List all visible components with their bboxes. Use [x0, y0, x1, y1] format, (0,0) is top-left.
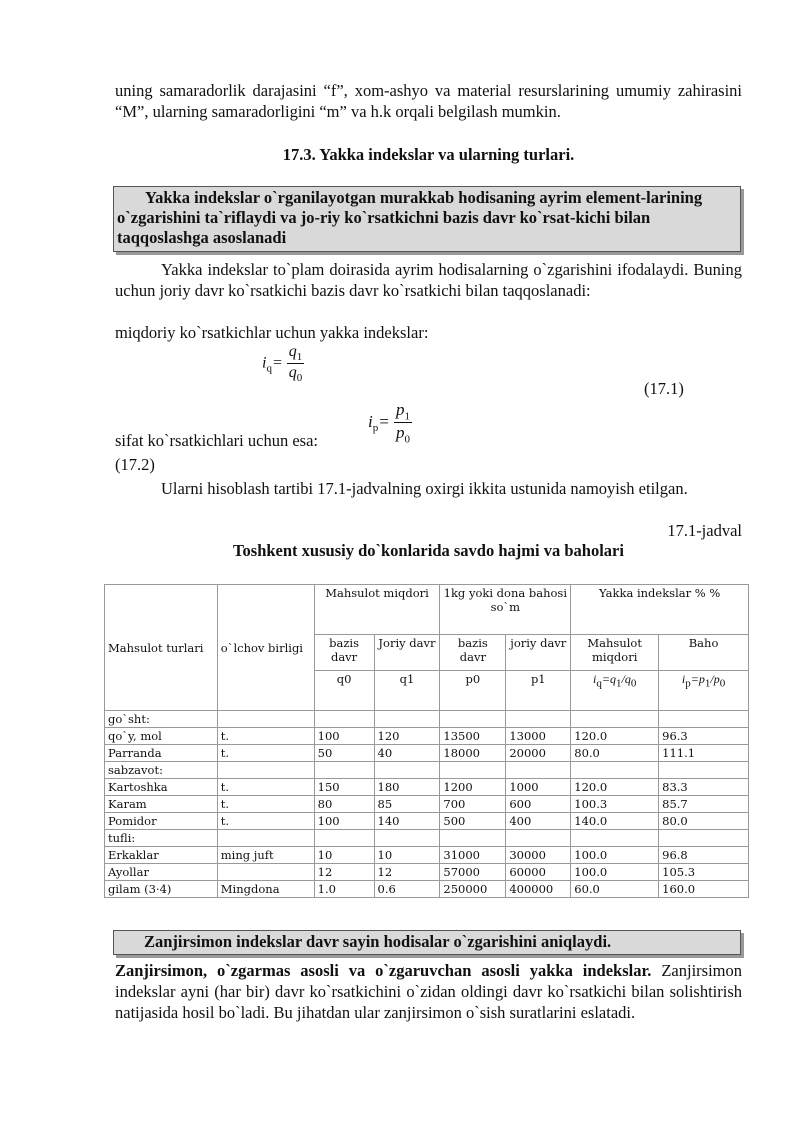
cell-ip: 85.7 [659, 796, 749, 813]
table-row [105, 711, 749, 728]
intro-paragraph: uning samaradorlik darajasini “f”, xom-ashyo va material resurslarining umumiy zahirasini “M”, ularning samaradorligini “m” va h.k orqali belgilash mumkin. [115, 81, 742, 121]
cell-p1: 30000 [506, 847, 571, 864]
symbol-p0: p0 [440, 671, 506, 711]
cell-q1: 120 [374, 728, 440, 745]
cell-iq: 120.0 [571, 779, 659, 796]
cell-unit: t. [217, 796, 314, 813]
formula2-num: p [395, 400, 405, 419]
cell-q1: 12 [374, 864, 440, 881]
header-quantity: Mahsulot miqdori [314, 585, 440, 635]
formula1-lhs-sub: q [266, 362, 272, 375]
paragraph-2: miqdoriy ko`rsatkichlar uchun yakka indekslar: [115, 323, 429, 342]
cell-q0 [314, 830, 374, 847]
cell-q1: 0.6 [374, 881, 440, 898]
cell-p0 [440, 830, 506, 847]
cell-iq: 100.3 [571, 796, 659, 813]
cell-name: Erkaklar [105, 847, 218, 864]
cell-ip: 96.8 [659, 847, 749, 864]
cell-p1: 13000 [506, 728, 571, 745]
header-unit: o`lchov birligi [217, 585, 314, 711]
formula2-number: (17.2) [115, 455, 155, 474]
cell-p0: 31000 [440, 847, 506, 864]
table-row [105, 762, 749, 779]
formula2-lhs-sub: p [372, 422, 379, 435]
cell-unit: t. [217, 813, 314, 830]
cell-unit [217, 830, 314, 847]
cell-q1: 85 [374, 796, 440, 813]
cell-p0: 250000 [440, 881, 506, 898]
cell-q1 [374, 830, 440, 847]
formula-iq-cell: iq=q1/q0 [571, 671, 659, 711]
cell-unit: t. [217, 728, 314, 745]
cell-iq [571, 711, 659, 728]
header-current-price: joriy davr [506, 635, 571, 671]
cell-p1: 400000 [506, 881, 571, 898]
formula1-den: q [288, 364, 297, 382]
cell-name: sabzavot: [105, 762, 218, 779]
formula1-num: q [288, 343, 297, 360]
cell-name: Karam [105, 796, 218, 813]
paragraph-5 [115, 960, 742, 1023]
symbol-p1: p1 [506, 671, 571, 711]
cell-q1 [374, 762, 440, 779]
table-label: 17.1-jadval [667, 521, 742, 540]
cell-unit: Mingdona [217, 881, 314, 898]
cell-p0: 1200 [440, 779, 506, 796]
header-base-price: bazis davr [440, 635, 506, 671]
cell-p0: 700 [440, 796, 506, 813]
cell-q0: 1.0 [314, 881, 374, 898]
cell-q1: 10 [374, 847, 440, 864]
cell-p0: 18000 [440, 745, 506, 762]
cell-q0: 12 [314, 864, 374, 881]
cell-unit [217, 762, 314, 779]
cell-p1: 400 [506, 813, 571, 830]
cell-name: Kartoshka [105, 779, 218, 796]
cell-ip: 111.1 [659, 745, 749, 762]
cell-ip: 105.3 [659, 864, 749, 881]
cell-iq [571, 762, 659, 779]
cell-unit: t. [217, 779, 314, 796]
header-current-qty: Joriy davr [374, 635, 440, 671]
cell-p0: 500 [440, 813, 506, 830]
cell-iq: 100.0 [571, 847, 659, 864]
cell-p0: 13500 [440, 728, 506, 745]
cell-iq: 60.0 [571, 881, 659, 898]
sales-table [104, 584, 749, 898]
header-base-qty: bazis davr [314, 635, 374, 671]
cell-iq: 100.0 [571, 864, 659, 881]
header-index: Yakka indekslar % % [571, 585, 749, 635]
table-title: Toshkent xususiy do`konlarida savdo hajmi va baholari [233, 541, 624, 560]
cell-q0 [314, 762, 374, 779]
cell-ip: 160.0 [659, 881, 749, 898]
table-row [105, 864, 749, 881]
cell-p1: 1000 [506, 779, 571, 796]
cell-q0: 50 [314, 745, 374, 762]
cell-ip: 83.3 [659, 779, 749, 796]
cell-q0: 150 [314, 779, 374, 796]
cell-ip [659, 830, 749, 847]
formula1-lhs: i [262, 354, 267, 372]
cell-q1: 40 [374, 745, 440, 762]
cell-q0: 10 [314, 847, 374, 864]
cell-unit [217, 864, 314, 881]
cell-p0: 57000 [440, 864, 506, 881]
formula1-den-sub: 0 [296, 372, 303, 385]
cell-name: Ayollar [105, 864, 218, 881]
cell-name: qo`y, mol [105, 728, 218, 745]
cell-p1: 600 [506, 796, 571, 813]
formula2-den-sub: 0 [404, 433, 410, 446]
section-title: 17.3. Yakka indekslar va ularning turlari. [282, 145, 575, 164]
paragraph-5-text: Zanjirsimon indekslar ayni (har bir) davr ko`rsatkichini o`zidan oldingi davr ko`rsatkichi bilan solishtirish natijasida hosil bo`ladi. Bu jihatdan ular zanjirsimon o`sish suratlarini eslatadi. [115, 961, 742, 1022]
cell-name: Pomidor [105, 813, 218, 830]
formula1-num-sub: 1 [296, 351, 303, 364]
symbol-q1: q1 [374, 671, 440, 711]
cell-p1: 60000 [506, 864, 571, 881]
cell-q0: 80 [314, 796, 374, 813]
cell-p1 [506, 711, 571, 728]
cell-p1 [506, 830, 571, 847]
cell-ip: 80.0 [659, 813, 749, 830]
table-row [105, 813, 749, 830]
paragraph-4: Ularni hisoblash tartibi 17.1-jadvalning oxirgi ikkita ustunida namoyish etilgan. [161, 479, 688, 498]
cell-q1: 140 [374, 813, 440, 830]
cell-p1: 20000 [506, 745, 571, 762]
cell-iq: 80.0 [571, 745, 659, 762]
header-product: Mahsulot turlari [105, 585, 218, 711]
paragraph-3: sifat ko`rsatkichlari uchun esa: [115, 431, 318, 450]
symbol-q0: q0 [314, 671, 374, 711]
formula2-den: p [395, 423, 405, 443]
cell-unit: ming juft [217, 847, 314, 864]
cell-q0: 100 [314, 813, 374, 830]
cell-p1 [506, 762, 571, 779]
cell-unit: t. [217, 745, 314, 762]
cell-name: Parranda [105, 745, 218, 762]
formula-price-index: $i_p=$ $\frac{p_1}{p_0}$ [368, 400, 410, 446]
paragraph-1: Yakka indekslar to`plam doirasida ayrim hodisalarning o`zgarishini ifodalaydi. Buning uchun joriy davr ko`rsatkichi bazis davr ko`rsatkichi bilan taqqoslanadi: [115, 260, 742, 300]
formula1-fraction [287, 343, 305, 384]
table-row [105, 779, 749, 796]
cell-iq [571, 830, 659, 847]
cell-name: go`sht: [105, 711, 218, 728]
cell-name: tufli: [105, 830, 218, 847]
cell-ip [659, 762, 749, 779]
cell-q1: 180 [374, 779, 440, 796]
cell-p0 [440, 711, 506, 728]
table-row [105, 728, 749, 745]
formula2-num-sub: 1 [404, 410, 410, 423]
table-row [105, 796, 749, 813]
paragraph-5-bold: Zanjirsimon, o`zgarmas asosli va o`zgaruvchan asosli yakka indekslar. [115, 961, 652, 980]
header-price: 1kg yoki dona bahosi so`m [440, 585, 571, 635]
definition-box: Yakka indekslar o`rganilayotgan murakkab hodisaning ayrim element-larining o`zgarishini ta`riflaydi va jo-riy ko`rsatkichni bazis davr ko`rsat-kichi bilan taqqoslashga asoslanadi [113, 186, 741, 252]
cell-ip: 96.3 [659, 728, 749, 745]
cell-name: gilam (3·4) [105, 881, 218, 898]
cell-p0 [440, 762, 506, 779]
table-row [105, 745, 749, 762]
table-row [105, 881, 749, 898]
table-row [105, 847, 749, 864]
table-row [105, 830, 749, 847]
formula-ip-cell: ip=p1/p0 [659, 671, 749, 711]
cell-q0: 100 [314, 728, 374, 745]
cell-q0 [314, 711, 374, 728]
formula-quantity-index: $i_q=$ $\frac{q_1}{q_0}$ [262, 343, 303, 385]
header-index-price: Baho [659, 635, 749, 671]
cell-q1 [374, 711, 440, 728]
chain-index-box: Zanjirsimon indekslar davr sayin hodisalar o`zgarishini aniqlaydi. [113, 930, 741, 955]
cell-ip [659, 711, 749, 728]
cell-iq: 120.0 [571, 728, 659, 745]
cell-iq: 140.0 [571, 813, 659, 830]
header-index-qty: Mahsulot miqdori [571, 635, 659, 671]
cell-unit [217, 711, 314, 728]
formula2-lhs: i [368, 411, 373, 431]
